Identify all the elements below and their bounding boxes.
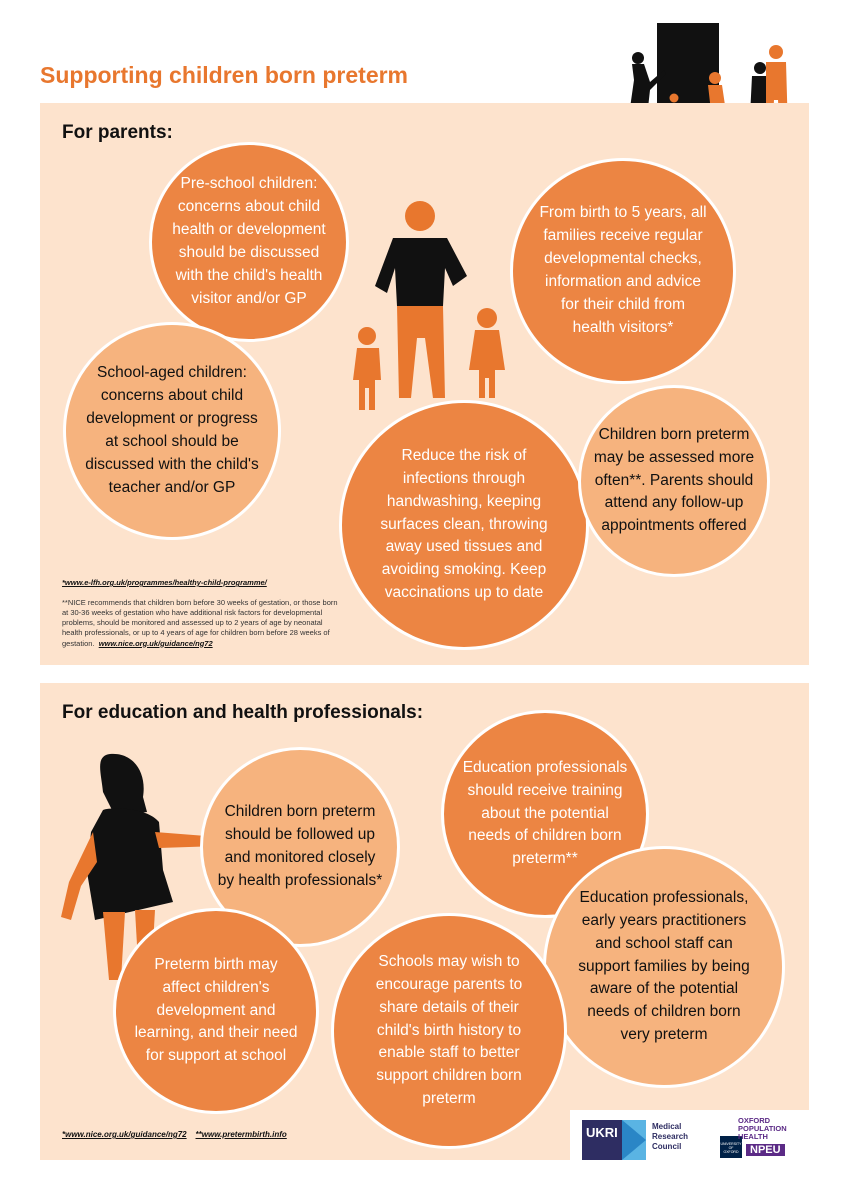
bubble-support-families bbox=[543, 846, 785, 1088]
oxford-population-health-logo: OXFORD POPULATION HEALTH bbox=[738, 1116, 787, 1141]
parents-footnote-1[interactable]: *www.e-lfh.org.uk/programmes/healthy-child-programme/ bbox=[62, 578, 267, 587]
bubble-training-text: Education professionals should receive training about the potential needs of children born preterm** bbox=[462, 758, 628, 868]
npeu-logo: NPEU bbox=[746, 1144, 785, 1156]
nice-link[interactable]: www.nice.org.uk/guidance/ng72 bbox=[98, 638, 213, 648]
bubble-school-aged-text: School-aged children: concerns about child development or progress at school should be discussed with the child's teacher and/or GP bbox=[85, 364, 259, 496]
parents-footnote-2: **NICE recommends that children born before 30 weeks of gestation, or those born at 30-36 weeks of gestation who have additional risk factors for developmental problems, should be monitored and assessed up to 2 years of age by neonatal health professionals, or up to 4 years of age for children born before 28 weeks of gestation. www.nice.org.uk/guidance/ng72 bbox=[62, 598, 338, 648]
professionals-heading: For education and health professionals: bbox=[62, 702, 424, 723]
bubble-birth-5-text: From birth to 5 years, all families receive regular developmental checks, information and advice for their child from health visitors* bbox=[539, 204, 707, 336]
bubble-infections bbox=[339, 400, 589, 650]
bubble-schools bbox=[331, 913, 567, 1149]
bubble-infections-text: Reduce the risk of infections through handwashing, keeping surfaces clean, throwing away used tissues and avoiding smoking. Keep vaccinations up to date bbox=[380, 446, 548, 602]
bubble-schools-text: Schools may wish to encourage parents to share details of their child's birth history to enable staff to better support children born preterm bbox=[375, 952, 523, 1108]
bubble-followed-up-text: Children born preterm should be followed up and monitored closely by health professionals* bbox=[217, 803, 383, 889]
bubble-school-aged bbox=[63, 322, 281, 540]
page-title: Supporting children born preterm bbox=[40, 62, 409, 88]
ukri-logo-icon bbox=[582, 1120, 646, 1160]
father-children-silhouette-icon bbox=[345, 198, 515, 418]
bubble-preschool-text: Pre-school children: concerns about child health or development should be discussed with the child's health visitor and/or GP bbox=[172, 175, 326, 307]
bubble-preterm-birth bbox=[113, 908, 319, 1114]
bubble-preschool bbox=[149, 142, 349, 342]
pretermbirth-link[interactable]: **www.pretermbirth.info bbox=[195, 1130, 287, 1139]
bubble-preterm-birth-text: Preterm birth may affect children's development and learning, and their need for support at school bbox=[134, 955, 298, 1065]
mrc-logo: Medical Research Council bbox=[652, 1122, 689, 1151]
nice-ng72-link[interactable]: *www.nice.org.uk/guidance/ng72 bbox=[62, 1130, 187, 1139]
bubble-assessed bbox=[578, 385, 770, 577]
professionals-footnotes bbox=[62, 1130, 362, 1141]
oxford-crest-icon: UNIVERSITY OF OXFORD bbox=[720, 1136, 742, 1158]
bubble-support-families-text: Education professionals, early years practitioners and school staff can support families by being aware of the potential needs of children born very preterm bbox=[578, 888, 750, 1044]
bubble-birth-5 bbox=[510, 158, 736, 384]
bubble-assessed-text: Children born preterm may be assessed more often**. Parents should attend any follow-up appointments offered bbox=[593, 425, 755, 535]
parents-heading: For parents: bbox=[62, 122, 173, 143]
svg-text:UKRI: UKRI bbox=[586, 1125, 618, 1140]
